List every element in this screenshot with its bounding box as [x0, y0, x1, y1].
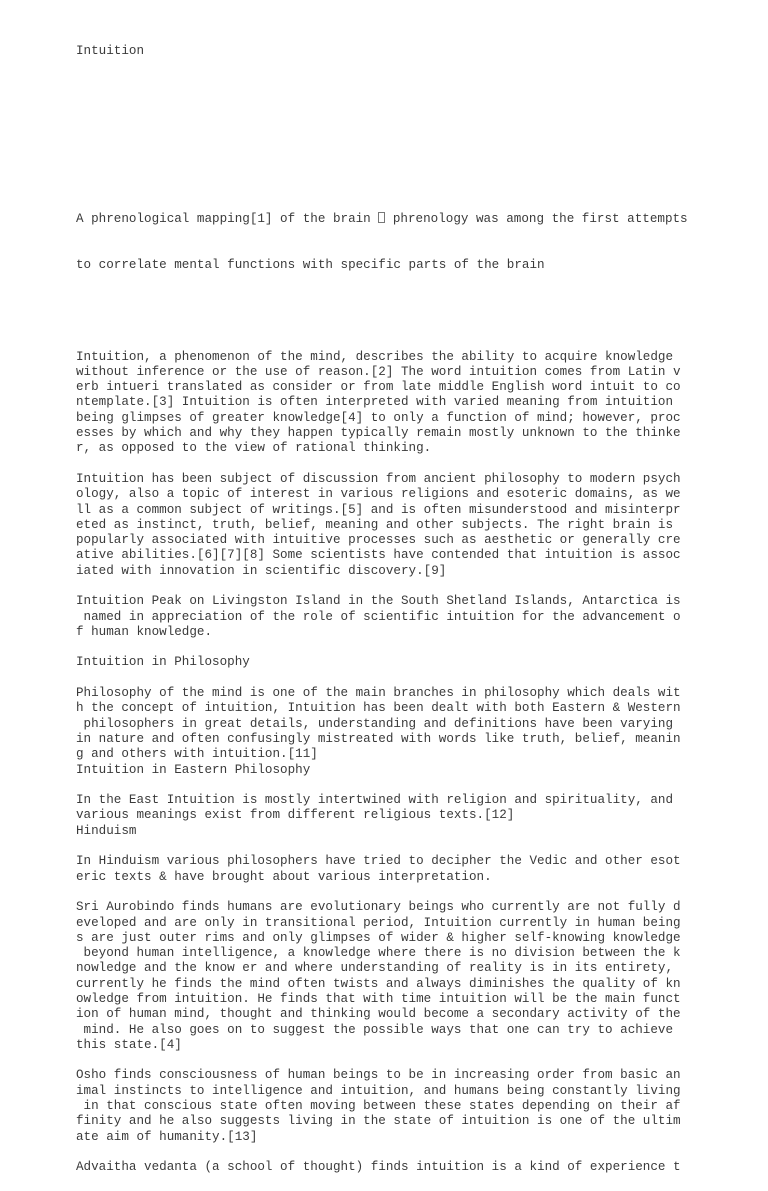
- text-line: ate aim of humanity.[13]: [76, 1129, 258, 1144]
- text-line: ative abilities.[6][7][8] Some scientists have contended that intuition is assoc: [76, 548, 681, 563]
- document-title: Intuition: [76, 43, 145, 58]
- spacer: [76, 778, 756, 793]
- text-line: Intuition in Eastern Philosophy: [76, 762, 311, 777]
- text-line: s are just outer rims and only glimpses of wider & higher self-knowing knowledge: [76, 930, 681, 945]
- text-line: Osho finds consciousness of human beings to be in increasing order from basic an: [76, 1068, 681, 1083]
- section-heading: [76, 655, 756, 670]
- caption-text: A phrenological mapping[1] of the brain: [76, 211, 379, 226]
- spacer: [76, 334, 756, 349]
- spacer: [76, 89, 756, 104]
- caption-line: [76, 212, 756, 227]
- text-line: ll as a common subject of writings.[5] and is often misunderstood and misinterpr: [76, 502, 681, 517]
- text-line: philosophers in great details, understanding and definitions have been varying: [76, 716, 674, 731]
- paragraph: [76, 350, 756, 457]
- paragraph: [76, 472, 756, 579]
- text-line: imal instincts to intelligence and intuition, and humans being constantly living: [76, 1083, 681, 1098]
- text-line: In Hinduism various philosophers have tried to decipher the Vedic and other esot: [76, 854, 681, 869]
- text-line: popularly associated with intuitive processes such as aesthetic or generally cre: [76, 533, 681, 548]
- spacer: [76, 457, 756, 472]
- paragraph: [76, 793, 756, 839]
- paragraph: [76, 594, 756, 640]
- spacer: [76, 579, 756, 594]
- text-line: In the East Intuition is mostly intertwined with religion and spirituality, and: [76, 793, 674, 808]
- spacer: [76, 885, 756, 900]
- caption-text: phrenology was among the first attempts: [385, 211, 688, 226]
- text-line: r, as opposed to the view of rational thinking.: [76, 441, 432, 456]
- text-line: ology, also a topic of interest in various religions and esoteric domains, as we: [76, 487, 681, 502]
- text-line: in nature and often confusingly mistreated with words like truth, belief, meanin: [76, 731, 681, 746]
- text-line: beyond human intelligence, a knowledge where there is no division between the k: [76, 946, 681, 961]
- paragraph: [76, 686, 756, 778]
- paragraph: [76, 900, 756, 1053]
- text-line: Philosophy of the mind is one of the main branches in philosophy which deals wit: [76, 686, 681, 701]
- text-line: Intuition, a phenomenon of the mind, describes the ability to acquire knowledge: [76, 349, 674, 364]
- text-line: eveloped and are only in transitional period, Intuition currently in human being: [76, 915, 681, 930]
- text-line: this state.[4]: [76, 1037, 182, 1052]
- text-line: mind. He also goes on to suggest the possible ways that one can try to achieve: [76, 1022, 674, 1037]
- text-line: Intuition Peak on Livingston Island in the South Shetland Islands, Antarctica is: [76, 594, 681, 609]
- text-line: eric texts & have brought about various interpretation.: [76, 869, 492, 884]
- text-line: Intuition in Philosophy: [76, 655, 250, 670]
- text-line: owledge from intuition. He finds that with time intuition will be the main funct: [76, 992, 681, 1006]
- text-line: nowledge and the know er and where understanding of reality is in its entirety,: [76, 961, 674, 976]
- spacer: [76, 671, 756, 686]
- spacer: [76, 1053, 756, 1068]
- text-line: Advaitha vedanta (a school of thought) finds intuition is a kind of experience t: [76, 1160, 681, 1175]
- spacer: [76, 1145, 756, 1160]
- image-caption: [76, 181, 756, 303]
- caption-line: to correlate mental functions with specific parts of the brain: [76, 257, 545, 272]
- text-line: Hinduism: [76, 823, 137, 838]
- text-line: finity and he also suggests living in the state of intuition is one of the ultim: [76, 1114, 681, 1129]
- text-line: in that conscious state often moving between these states depending on their af: [76, 1099, 681, 1114]
- text-line: erb intueri translated as consider or from late middle English word intuit to co: [76, 380, 681, 395]
- spacer: [76, 135, 756, 150]
- text-line: Sri Aurobindo finds humans are evolutionary beings who currently are not fully d: [76, 900, 681, 915]
- text-line: Intuition has been subject of discussion from ancient philosophy to modern psych: [76, 471, 681, 486]
- paragraph: [76, 1068, 756, 1144]
- text-line: f human knowledge.: [76, 624, 213, 639]
- spacer: [76, 839, 756, 854]
- document-body: [76, 334, 756, 1175]
- document-page: [76, 13, 756, 1191]
- text-line: h the concept of intuition, Intuition has been dealt with both Eastern & Western: [76, 701, 681, 716]
- text-line: named in appreciation of the role of scientific intuition for the advancement o: [76, 609, 681, 624]
- text-line: various meanings exist from different religious texts.[12]: [76, 808, 515, 823]
- text-line: without inference or the use of reason.[2] The word intuition comes from Latin v: [76, 364, 681, 379]
- spacer: [76, 640, 756, 655]
- paragraph: [76, 854, 756, 885]
- text-line: iated with innovation in scientific discovery.[9]: [76, 563, 447, 578]
- text-line: being glimpses of greater knowledge[4] to only a function of mind; however, proc: [76, 410, 681, 425]
- text-line: g and others with intuition.[11]: [76, 747, 318, 762]
- text-line: currently he finds the mind often twists and always diminishes the quality of kn: [76, 976, 681, 991]
- paragraph: [76, 1160, 756, 1175]
- text-line: eted as instinct, truth, belief, meaning and other subjects. The right brain is: [76, 517, 674, 532]
- text-line: esses by which and why they happen typically remain mostly unknown to the thinke: [76, 426, 681, 441]
- text-line: ion of human mind, thought and thinking would become a secondary activity of the: [76, 1007, 681, 1022]
- text-line: ntemplate.[3] Intuition is often interpreted with varied meaning from intuition: [76, 395, 674, 410]
